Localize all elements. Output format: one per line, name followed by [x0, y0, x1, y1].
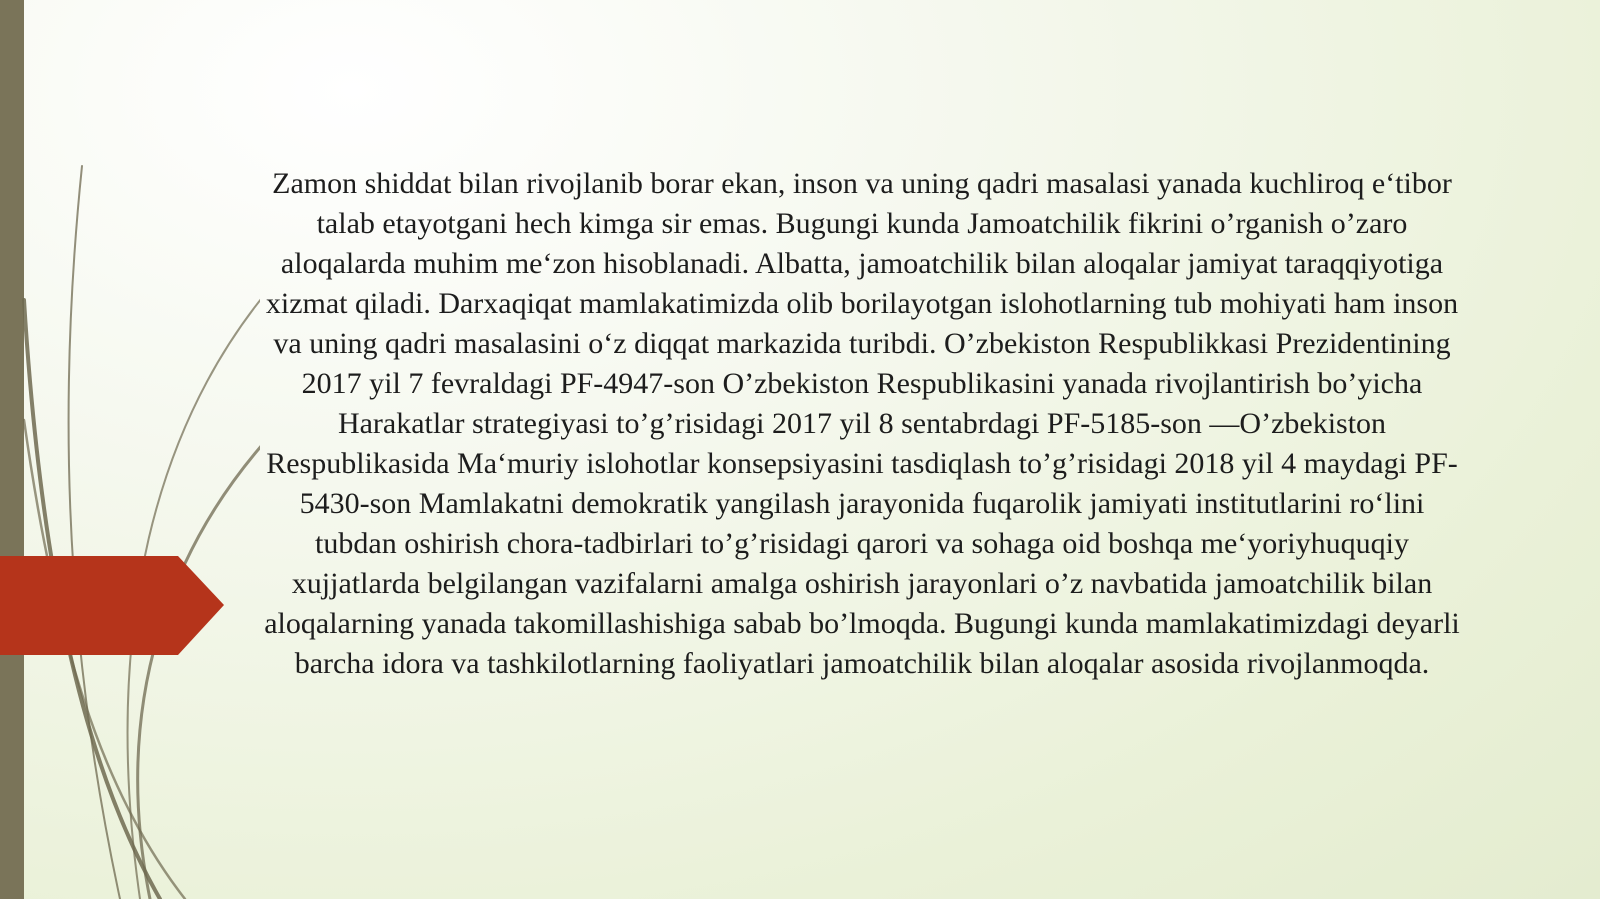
red-arrow-shape: [0, 0, 260, 899]
slide-body-text: Zamon shiddat bilan rivojlanib borar ekan, inson va uning qadri masalasi yanada kuchliroq e‘tibor talab etayotgani hech kimga sir emas. Bugungi kunda Jamoatchilik fikrini o’rganish o’zaro aloqalarda muhim me‘zon hisoblanadi. Albatta, jamoatchilik bilan aloqalar jamiyat taraqqiyotiga xizmat qiladi. Darxaqiqat mamlakatimizda olib borilayotgan islohotlarning tub mohiyati ham inson va uning qadri masalasini o‘z diqqat markazida turibdi. O’zbekiston Respublikkasi Prezidentining 2017 yil 7 fevraldagi PF-4947-son O’zbekiston Respublikasini yanada rivojlantirish bo’yicha Harakatlar strategiyasi to’g’risidagi 2017 yil 8 sentabrdagi PF-5185-son —O’zbekiston Respublikasida Ma‘muriy islohotlar konsepsiyasini tasdiqlash to’g’risidagi 2018 yil 4 maydagi PF-5430-son Mamlakatni demokratik yangilash jarayonida fuqarolik jamiyati institutlarini ro‘lini tubdan oshirish chora-tadbirlari to’g’risidagi qarori va sohaga oid boshqa me‘yoriyhuquqiy xujjatlarda belgilangan vazifalarni amalga oshirish jarayonlari o’z navbatida jamoatchilik bilan aloqalarning yanada takomillashishiga sabab bo’lmoqda. Bugungi kunda mamlakatimizdagi deyarli barcha idora va tashkilotlarning faoliyatlari jamoatchilik bilan aloqalar asosida rivojlanmoqda.: [264, 167, 1460, 680]
